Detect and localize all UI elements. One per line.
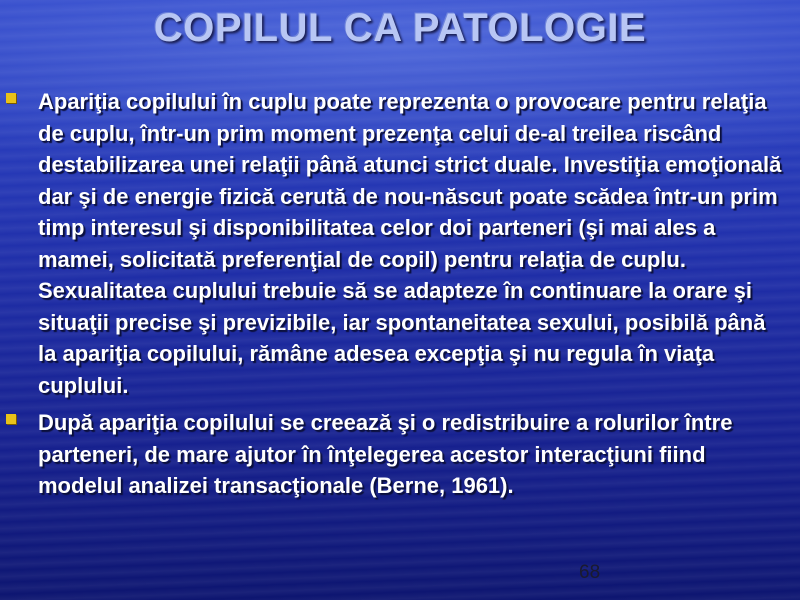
bullet-text: Apariţia copilului în cuplu poate reprezenta o provocare pentru relaţia de cuplu, într-un prim moment prezenţa celui de-al treilea riscând destabilizarea unei relaţii până atunci strict duale. Investiţia emoţională dar şi de energie fizică cerută de nou-născut poate scădea într-un prim timp interesul şi disponibilitatea celor doi parteneri (şi mai ales a mamei, solicitată preferenţial de copil) pentru relaţia de cuplu. Sexualitatea cuplului trebuie să se adapteze în continuare la orare şi situaţii precise şi previzibile, iar spontaneitatea sexului, posibilă până la apariţia copilului, rămâne adesea excepţia şi nu regula în viaţa cuplului. <box>38 89 782 398</box>
square-bullet-icon <box>6 93 16 103</box>
bullet-item <box>6 407 786 502</box>
slide-content <box>6 86 786 508</box>
bullet-item <box>6 86 786 401</box>
bullet-text: După apariţia copilului se creează şi o redistribuire a rolurilor între parteneri, de mare ajutor în înţelegerea acestor interacţiuni fiind modelul analizei transacţionale (Berne, 1961). <box>38 410 733 498</box>
slide-title: COPILUL CA PATOLOGIE <box>153 6 647 50</box>
page-number: 68 <box>579 562 601 583</box>
square-bullet-icon <box>6 414 16 424</box>
